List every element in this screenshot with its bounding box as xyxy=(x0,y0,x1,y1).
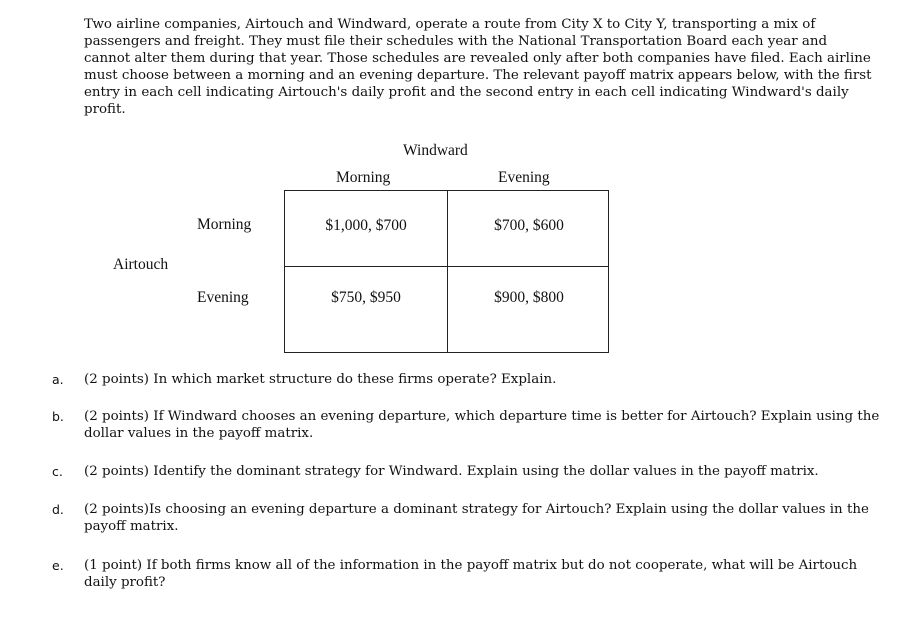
question-text: (2 points) If Windward chooses an evening departure, which departure time is better for Airtouch? Explain using the dollar values in the payoff matrix. xyxy=(84,409,880,441)
question-label: e. xyxy=(52,558,64,573)
payoff-grid xyxy=(284,190,609,353)
grid-divider-horizontal xyxy=(285,266,608,267)
payoff-cell-morning-evening: $700, $600 xyxy=(494,217,564,234)
payoff-cell-evening-morning: $750, $950 xyxy=(331,289,401,306)
question-a xyxy=(52,371,882,388)
question-label: b. xyxy=(52,409,64,424)
column-header-evening: Evening xyxy=(498,169,550,186)
row-header-evening: Evening xyxy=(197,289,249,306)
question-text: (1 point) If both firms know all of the information in the payoff matrix but do not cooperate, what will be Airtouch daily profit? xyxy=(84,558,858,590)
question-label: d. xyxy=(52,502,64,517)
question-label: a. xyxy=(52,372,64,387)
row-header-morning: Morning xyxy=(197,216,252,233)
row-player-label: Airtouch xyxy=(113,256,169,273)
problem-intro: Two airline companies, Airtouch and Windward, operate a route from City X to City Y, transporting a mix of passengers and freight. They must file their schedules with the National Transportation Board each year and cannot alter them during that year. Those schedules are revealed only after both companies have filed. Each airline must choose between a morning and an evening departure. The relevant payoff matrix appears below, with the first entry in each cell indicating Airtouch's daily profit and the second entry in each cell indicating Windward's daily profit. xyxy=(84,17,872,117)
question-d xyxy=(52,501,882,535)
payoff-cell-evening-evening: $900, $800 xyxy=(494,289,564,306)
question-label: c. xyxy=(52,464,63,479)
column-player-label: Windward xyxy=(403,142,468,159)
payoff-cell-morning-morning: $1,000, $700 xyxy=(325,217,407,234)
question-e xyxy=(52,557,882,591)
question-text: (2 points) Identify the dominant strategy for Windward. Explain using the dollar values in the payoff matrix. xyxy=(84,464,819,479)
column-header-morning: Morning xyxy=(336,169,391,186)
question-b xyxy=(52,408,882,442)
question-text: (2 points) In which market structure do these firms operate? Explain. xyxy=(84,372,557,387)
question-text: (2 points)Is choosing an evening departure a dominant strategy for Airtouch? Explain using the dollar values in the payoff matrix. xyxy=(84,502,869,534)
question-c xyxy=(52,463,882,480)
grid-divider-vertical xyxy=(447,191,448,352)
